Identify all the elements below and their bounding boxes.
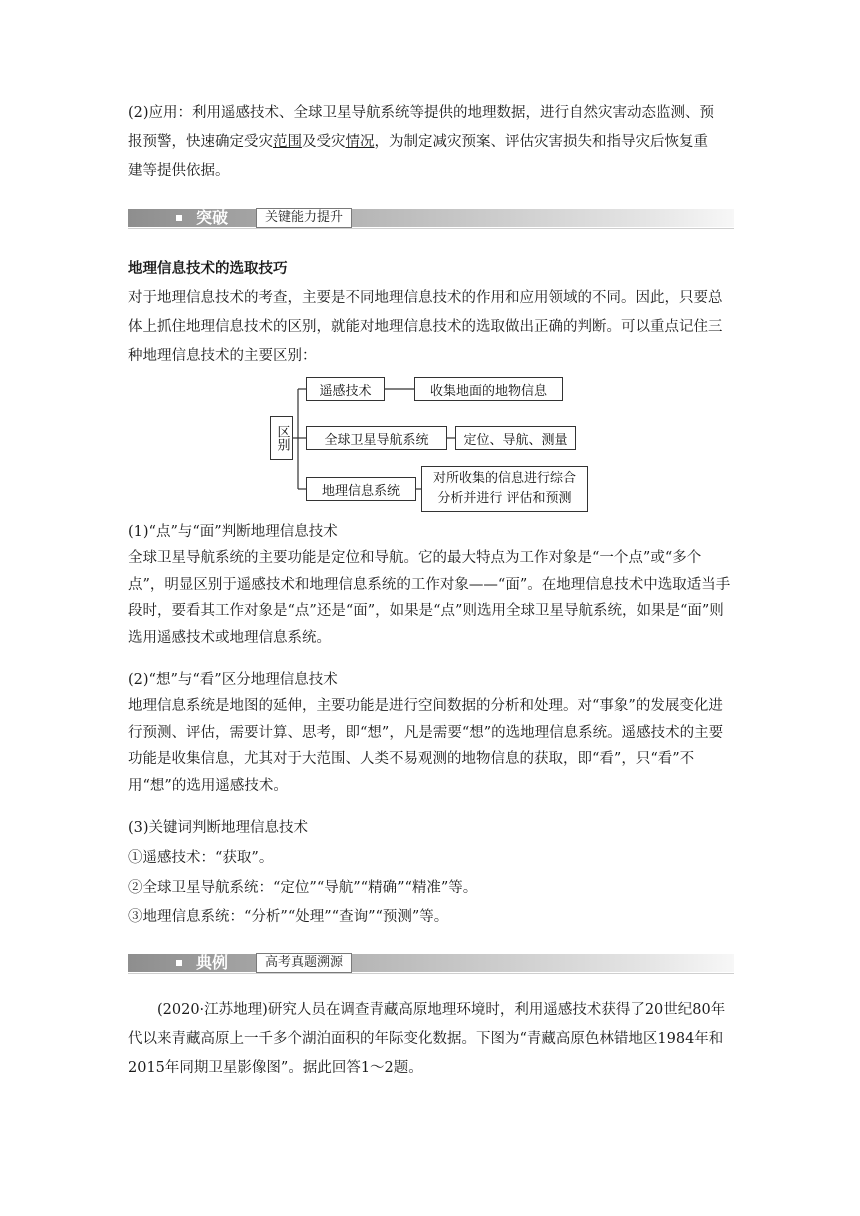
keyword-remote-sensing: ①遥感技术：“获取”。 (128, 850, 274, 866)
square-bullet-icon (176, 960, 182, 966)
underlined-term-range: 范围 (273, 134, 302, 150)
diagram-root-box (270, 416, 293, 460)
diagram-box-gnss: 全球卫星导航系统 (306, 426, 447, 450)
keyword-gnss: ②全球卫星导航系统：“定位”“导航”“精确”“精准”等。 (128, 880, 478, 896)
keyword-gis: ③地理信息系统：“分析”“处理”“查询”“预测”等。 (128, 909, 449, 925)
banner-title: 突破 (196, 208, 229, 227)
section-banner-breakthrough (128, 207, 734, 229)
section-paragraph: 对于地理信息技术的考查，主要是不同地理信息技术的作用和应用领域的不同。因此，只要总体上抓住地理信息技术的区别，就能对地理信息技术的选取做出正确的判断。可以重点记住三种地理信息技术的主要区别： (128, 290, 723, 364)
point-1-title: (1)“点”与“面”判断地理信息技术 (128, 524, 338, 540)
gis-desc-line-2: 分析并进行 评估和预测 (437, 491, 572, 506)
point-2-body: 地理信息系统是地图的延伸，主要功能是进行空间数据的分析和处理。对“事象”的发展变化进行预测、评估，需要计算、思考，即“想”，凡是需要“想”的选地理信息系统。遥感技术的主要功能是收集信息，尤其对于大范围、人类不易观测的地物信息的获取，即“看”，只“看”不用“想”的选用遥感技术。 (128, 698, 724, 794)
section-banner-example (128, 952, 734, 974)
section-heading: 地理信息技术的选取技巧 (128, 261, 288, 277)
point-1-body: 全球卫星导航系统的主要功能是定位和导航。它的最大特点为工作对象是“一个点”或“多个点”，明显区别于遥感技术和地理信息系统的工作对象——“面”。在地理信息技术中选取适当手段时，要看其工作对象是“点”还是“面”，如果是“点”则选用全球卫星导航系统，如果是“面”则选用遥感技术或地理信息系统。 (128, 550, 731, 646)
diagram-box-gis-desc (421, 466, 588, 512)
banner-subtitle: 关键能力提升 (256, 208, 352, 228)
point-3-title: (3)关键词判断地理信息技术 (128, 820, 309, 836)
banner-subtitle: 高考真题溯源 (256, 953, 352, 973)
diagram-box-gnss-desc: 定位、导航、测量 (455, 426, 576, 450)
intro-paragraph (128, 99, 736, 186)
intro-line-2: 报预警，快速确定受灾范围及受灾情况，为制定减灾预案、评估灾害损失和指导灾后恢复重 (128, 134, 708, 150)
diagram-box-gis: 地理信息系统 (306, 477, 416, 501)
point-2-title: (2)“想”与“看”区分地理信息技术 (128, 672, 338, 688)
banner-rule (128, 973, 734, 974)
square-bullet-icon (176, 215, 182, 221)
banner-title: 典例 (196, 953, 229, 972)
underlined-term-situation: 情况 (345, 134, 375, 150)
diagram-box-remote-sensing: 遥感技术 (306, 377, 385, 401)
intro-line-3: 建等提供依据。 (128, 163, 230, 179)
gis-desc-line-1: 对所收集的信息进行综合 (432, 471, 576, 486)
diagram-box-remote-sensing-desc: 收集地面的地物信息 (414, 377, 563, 401)
banner-rule (128, 228, 734, 229)
example-paragraph: (2020·江苏地理)研究人员在调查青藏高原地理环境时，利用遥感技术获得了20世纪80年代以来青藏高原上一千多个湖泊面积的年际变化数据。下图为“青藏高原色林错地区1984年和2015年同期卫星影像图”。据此回答1～2题。 (128, 1002, 726, 1076)
intro-line-1: (2)应用：利用遥感技术、全球卫星导航系统等提供的地理数据，进行自然灾害动态监测、预 (128, 105, 715, 121)
diagram-root-label: 区别 (274, 425, 290, 451)
